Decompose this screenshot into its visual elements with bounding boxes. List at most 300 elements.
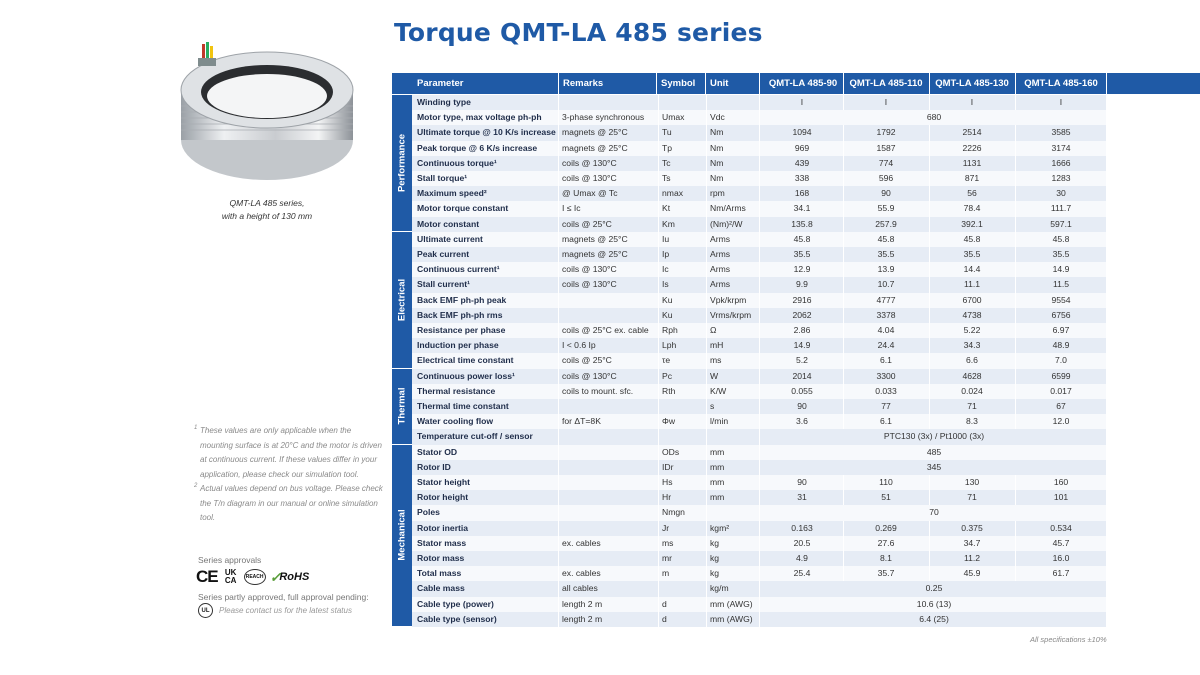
cell-remarks: magnets @ 25°C [562,233,628,244]
cell-value-485-130: 4738 [962,309,982,320]
cell-value-485-130: 45.8 [963,233,981,244]
cell-parameter: Temperature cut-off / sensor [417,431,533,442]
cell-symbol: Nmgn [662,507,685,518]
table-row [412,597,1106,612]
cell-unit: mm (AWG) [710,613,753,624]
cell-value-485-130: 2226 [962,142,982,153]
cell-value-485-90: 90 [797,400,807,411]
cell-value-485-110: 6.1 [880,416,892,427]
cell-value-485-110: 35.5 [877,248,895,259]
cell-value-485-110: 1792 [876,127,896,138]
cell-value-all-models: 0.25 [925,583,943,594]
cell-symbol: Kt [662,203,671,214]
table-row [412,156,1106,171]
cell-value-485-160: 6756 [1051,309,1071,320]
header-parameter: Parameter [417,78,464,89]
cell-value-485-90: 25.4 [793,568,811,579]
cell-value-all-models: 345 [926,461,942,472]
cell-parameter: Electrical time constant [417,355,514,366]
cell-value-all-models: 6.4 (25) [919,613,949,624]
cell-unit: kg [710,568,720,579]
table-row [412,186,1106,201]
cell-value-485-110: I [884,97,888,107]
cell-value-485-130: 11.2 [963,552,981,563]
cell-symbol: Tp [662,142,673,153]
cell-remarks [562,308,656,323]
rohs-mark-icon: ✓ RoHS [269,568,310,585]
table-row [412,277,1106,292]
cell-parameter: Motor constant [417,218,480,229]
cell-value-485-130: 6.6 [966,355,978,366]
cell-value-485-130: 35.5 [963,248,981,259]
cell-parameter: Continuous current¹ [417,264,500,275]
cell-remarks: ex. cables [562,537,601,548]
cell-value-485-130: 0.024 [961,385,983,396]
cell-unit: Nm [710,127,724,138]
table-row [412,551,1106,566]
cell-value-485-160: I [1059,97,1063,107]
header-model-90: QMT-LA 485-90 [768,78,838,89]
cell-value-485-90: 168 [794,188,810,199]
cell-value-485-160: 3585 [1051,127,1071,138]
cell-value-485-110: 45.8 [877,233,895,244]
cell-value-485-90: 135.8 [791,218,813,229]
table-row [412,95,1106,110]
table-row [412,201,1106,216]
cell-remarks: ex. cables [562,568,601,579]
cell-value-485-160: 1283 [1051,173,1071,183]
cell-unit: mm [710,446,725,457]
pending-approval-label: Series partly approved, full approval pending: [198,592,369,602]
cell-unit: Vpk/krpm [710,294,747,305]
table-row [412,262,1106,277]
cell-remarks [562,399,656,414]
motor-product-image [176,40,358,190]
cell-value-485-130: 34.3 [963,340,981,351]
header-model-130: QMT-LA 485-130 [935,78,1009,89]
cell-value-485-90: 2.86 [793,324,811,335]
cell-unit: Vdc [710,112,725,123]
table-row [412,293,1106,308]
cell-value-485-110: 90 [881,188,891,199]
cell-remarks: coils @ 25°C [562,218,612,229]
cell-value-485-130: 14.4 [963,264,981,275]
cell-remarks: @ Umax @ Tc [562,188,618,199]
cell-remarks: coils @ 25°C [562,355,612,366]
cell-unit: Arms [710,279,731,290]
cell-value-485-130: 78.4 [963,203,981,214]
cell-symbol: Hs [662,476,673,487]
cell-remarks: length 2 m [562,598,603,609]
header-model-160: QMT-LA 485-160 [1024,78,1098,89]
cell-value-all-models: PTC130 (3x) / Pt1000 (3x) [883,431,985,442]
cell-symbol: Ic [662,264,669,275]
cell-unit: Nm [710,157,724,168]
cell-remarks [562,521,656,536]
cell-value-485-90: 439 [794,157,810,168]
cell-value-485-110: 257.9 [875,218,897,229]
table-row [412,384,1106,399]
cell-unit: l/min [710,416,729,427]
cell-value-485-110: 10.7 [877,279,895,290]
cell-symbol: m [662,568,670,579]
cell-unit: rpm [710,188,725,199]
cell-value-485-160: 0.017 [1050,385,1072,396]
cell-remarks: coils @ 130°C [562,264,617,275]
cell-symbol: d [662,613,667,624]
series-approvals-label: Series approvals [198,555,262,565]
cell-remarks: for ΔT=8K [562,416,601,427]
group-electrical [392,232,1106,369]
cell-value-485-160: 45.7 [1052,537,1070,548]
cell-value-485-110: 8.1 [880,552,892,563]
group-label-mechanical: Mechanical [392,445,412,626]
cell-symbol: Rph [662,324,678,335]
cell-parameter: Stator height [417,476,470,487]
cell-value-485-130: 8.3 [966,416,978,427]
cell-value-485-130: 5.22 [963,324,981,335]
cell-value-485-90: 0.163 [791,522,813,533]
footnotes [194,424,386,526]
cell-remarks: coils @ 130°C [562,157,617,168]
ul-mark-icon: UL [198,603,213,618]
group-label-thermal: Thermal [392,369,412,444]
cell-unit: kg/m [710,583,729,594]
cell-value-485-90: 969 [794,142,810,153]
cell-value-485-110: 6.1 [880,355,892,366]
cell-unit: mm (AWG) [710,598,753,609]
cell-value-485-160: 160 [1053,476,1069,487]
cell-value-485-90: 20.5 [793,537,811,548]
cell-value-485-90: 12.9 [793,264,811,275]
cell-symbol [662,429,706,444]
cell-parameter: Resistance per phase [417,324,506,335]
cell-value-485-110: 110 [879,476,893,487]
table-row [412,460,1106,475]
ukca-mark-icon: UK CA [224,568,237,585]
cell-value-485-110: 0.033 [875,385,897,396]
table-row [412,505,1106,520]
cell-value-485-160: 11.5 [1052,279,1070,290]
pending-approval-row [198,603,352,618]
cell-remarks [562,505,656,520]
cell-symbol: Hr [662,492,672,503]
group-label-electrical: Electrical [392,232,412,368]
cell-unit: Arms [710,264,731,275]
cell-remarks: length 2 m [562,613,603,624]
cell-remarks: 3-phase synchronous [562,112,645,123]
cell-symbol: Ku [662,309,673,320]
cell-symbol: Ts [662,173,671,183]
header-symbol: Symbol [661,78,696,89]
cell-remarks [562,95,656,110]
cell-value-485-160: 111.7 [1050,203,1072,214]
cell-unit [710,429,762,444]
cell-value-485-110: 0.269 [875,522,897,533]
cell-value-485-130: 1131 [962,157,982,168]
cell-value-all-models: 485 [926,446,942,457]
table-row [412,429,1106,444]
cell-parameter: Water cooling flow [417,416,494,427]
cell-parameter: Maximum speed² [417,188,487,199]
cell-value-485-160: 45.8 [1052,233,1070,244]
cell-parameter: Total mass [417,568,462,579]
cell-value-485-160: 9554 [1051,294,1071,305]
cell-value-485-160: 12.0 [1052,416,1070,427]
header-remarks: Remarks [563,78,604,89]
cell-value-485-110: 24.4 [877,340,895,351]
cell-remarks: I < 0.6 Ip [562,340,596,351]
cell-value-485-110: 55.9 [877,203,895,214]
cell-value-485-90: 9.9 [796,279,808,290]
cell-value-485-110: 4777 [876,294,896,305]
cell-value-485-90: 0.055 [791,385,813,396]
cell-value-485-160: 7.0 [1055,355,1067,366]
cell-value-485-160: 0.534 [1050,522,1072,533]
cell-remarks: coils @ 130°C [562,173,617,183]
cell-symbol: Is [662,279,669,290]
table-row [412,338,1106,353]
cell-value-485-130: 871 [964,173,980,183]
cell-value-485-130: 2514 [962,127,982,138]
image-caption [176,197,358,223]
cell-value-485-160: 48.9 [1052,340,1070,351]
cell-parameter: Back EMF ph-ph peak [417,294,507,305]
pending-note: Please contact us for the latest status [219,606,352,615]
cell-remarks [562,445,656,460]
caption-line-1: QMT-LA 485 series, [229,198,305,208]
cell-value-485-160: 6.97 [1052,324,1070,335]
cell-symbol [662,581,706,596]
cell-parameter: Stator mass [417,537,467,548]
cell-parameter: Stall current¹ [417,279,471,290]
cell-value-485-110: 4.04 [877,324,895,335]
cell-parameter: Stall torque¹ [417,173,468,183]
cell-value-485-130: 130 [964,476,980,487]
cell-symbol: Tu [662,127,672,138]
cell-value-485-110: 3378 [876,309,896,320]
cell-value-485-160: 597.1 [1050,218,1072,229]
cell-parameter: Peak current [417,248,470,259]
cell-value-485-90: 1094 [792,127,812,138]
cell-unit [710,505,762,520]
footnote-2: 2 Actual values depend on bus voltage. Please check the T/n diagram in our manual or online simulation tool. [194,483,383,522]
cell-value-485-90: I [800,97,804,107]
cell-value-485-160: 6599 [1051,370,1071,381]
table-row [412,171,1106,186]
cell-unit: kg [710,537,720,548]
cell-value-485-90: 34.1 [793,203,811,214]
cell-remarks [562,293,656,308]
cell-value-485-130: 56 [967,188,977,199]
cell-value-485-90: 35.5 [793,248,811,259]
table-row [412,232,1106,247]
cell-remarks: magnets @ 25°C [562,248,628,259]
cell-symbol [662,95,706,110]
group-mechanical [392,445,1106,627]
cell-value-485-130: 0.375 [961,522,983,533]
cell-unit: (Nm)²/W [710,218,743,229]
cell-symbol: Jr [662,522,670,533]
cell-value-485-160: 14.9 [1052,264,1070,275]
cell-value-485-130: 34.7 [963,537,981,548]
cell-value-485-90: 31 [797,492,807,503]
cell-value-485-110: 51 [881,492,891,503]
reach-mark-icon: REACH [244,569,266,585]
cell-parameter: Continuous torque¹ [417,157,497,168]
cell-parameter: Cable type (sensor) [417,613,497,624]
group-label-performance: Performance [392,95,412,231]
cell-value-485-90: 14.9 [793,340,811,351]
cell-unit: Arms [710,233,731,244]
cell-value-485-110: 13.9 [877,264,895,275]
cell-unit: Nm/Arms [710,203,746,214]
cell-remarks [562,475,656,490]
cell-value-485-90: 3.6 [796,416,808,427]
cell-symbol: τe [662,355,671,366]
cell-parameter: Rotor inertia [417,522,469,533]
cell-value-485-160: 35.5 [1052,248,1070,259]
cell-value-485-160: 3174 [1051,142,1071,153]
table-row [412,141,1106,156]
cell-unit: kgm² [710,522,730,533]
cell-symbol: Φw [662,416,676,427]
cell-value-485-160: 30 [1056,188,1066,199]
cell-parameter: Stator OD [417,446,458,457]
cell-value-485-130: 11.1 [963,279,981,290]
cell-parameter: Rotor mass [417,552,465,563]
cell-value-485-110: 774 [878,157,894,168]
group-thermal [392,369,1106,445]
cell-parameter: Ultimate torque @ 10 K/s increase [417,127,556,138]
table-row [412,369,1106,384]
cell-parameter: Rotor height [417,492,469,503]
cell-symbol: nmax [662,188,684,199]
cell-symbol: ODs [662,446,680,457]
cell-value-485-90: 5.2 [796,355,808,366]
cell-remarks [562,429,656,444]
cell-symbol: mr [662,552,673,563]
cell-value-all-models: 680 [926,112,942,123]
cell-parameter: Poles [417,507,440,518]
cell-value-485-160: 101 [1053,492,1069,503]
page-title: Torque QMT-LA 485 series [394,18,763,47]
cell-parameter: Motor torque constant [417,203,509,214]
cell-unit: Ω [710,324,717,335]
cell-remarks [562,490,656,505]
cell-unit: ms [710,355,722,366]
table-row [412,247,1106,262]
cell-symbol: Lph [662,340,677,351]
cell-symbol: Ip [662,248,670,259]
cell-unit: Vrms/krpm [710,309,752,320]
cell-value-485-130: 6700 [962,294,982,305]
cell-value-485-90: 2014 [792,370,812,381]
cell-unit: s [710,400,715,411]
cell-remarks: coils @ 130°C [562,370,617,381]
cell-unit: mm [710,461,725,472]
cell-value-485-110: 77 [881,400,891,411]
cell-value-all-models: 10.6 (13) [916,598,952,609]
cell-value-485-160: 1666 [1051,157,1071,168]
table-row [412,536,1106,551]
cell-unit: W [710,370,719,381]
cell-value-485-90: 45.8 [793,233,811,244]
cell-parameter: Back EMF ph-ph rms [417,309,503,320]
cell-parameter: Motor type, max voltage ph-ph [417,112,542,123]
table-row [412,475,1106,490]
cell-parameter: Thermal time constant [417,400,509,411]
cell-value-485-130: I [970,97,974,107]
cell-value-485-90: 338 [794,173,810,183]
table-row [412,399,1106,414]
header-unit: Unit [710,78,729,89]
cell-parameter: Cable mass [417,583,465,594]
cell-parameter: Induction per phase [417,340,499,351]
table-row [412,308,1106,323]
cell-value-485-90: 4.9 [796,552,808,563]
cell-value-485-130: 71 [967,400,977,411]
table-row [412,521,1106,536]
table-row [412,445,1106,460]
cell-value-all-models: 70 [929,507,939,518]
cell-symbol: ms [662,537,674,548]
cell-unit: Arms [710,248,731,259]
table-row [412,323,1106,338]
cell-unit [710,95,762,110]
cell-value-485-160: 61.7 [1052,568,1070,579]
group-performance [392,95,1106,232]
cell-remarks: magnets @ 25°C [562,142,628,153]
header-model-110: QMT-LA 485-110 [849,78,923,89]
cell-parameter: Thermal resistance [417,385,496,396]
cell-parameter: Winding type [417,97,471,107]
cell-value-485-110: 35.7 [877,568,895,579]
cell-symbol: Iu [662,233,670,244]
cell-remarks: magnets @ 25°C [562,127,628,138]
table-row [412,217,1106,232]
cell-unit: Nm [710,142,724,153]
cell-unit: mm [710,476,725,487]
cell-unit: kg [710,552,720,563]
cell-value-485-130: 4628 [962,370,982,381]
cell-unit: K/W [710,385,727,396]
cell-value-485-90: 2062 [792,309,812,320]
cell-remarks: coils to mount. sfc. [562,385,634,396]
table-row [412,612,1106,627]
certification-logos [196,568,309,586]
cell-remarks [562,460,656,475]
caption-line-2: with a height of 130 mm [221,211,313,221]
ce-mark-icon: CE [196,567,218,586]
table-row [412,414,1106,429]
cell-value-485-130: 45.9 [963,568,981,579]
cell-value-485-90: 2916 [792,294,812,305]
footnote-1: 1 These values are only applicable when the mounting surface is at 20°C and the motor is driven at continuous current. If these values differ in your application, please check our simulation tool. [194,425,382,479]
cell-value-485-160: 16.0 [1052,552,1070,563]
cell-symbol: d [662,598,667,609]
cell-unit: mm [710,492,725,503]
cell-value-485-130: 71 [967,492,977,503]
cell-symbol: Tc [662,157,671,168]
cell-symbol [662,399,706,414]
cell-remarks: I ≤ Ic [562,203,581,214]
cell-parameter: Peak torque @ 6 K/s increase [417,142,538,153]
cell-symbol: Pc [662,370,673,381]
cell-symbol: Km [662,218,675,229]
table-row [412,566,1106,581]
table-row [412,581,1106,596]
